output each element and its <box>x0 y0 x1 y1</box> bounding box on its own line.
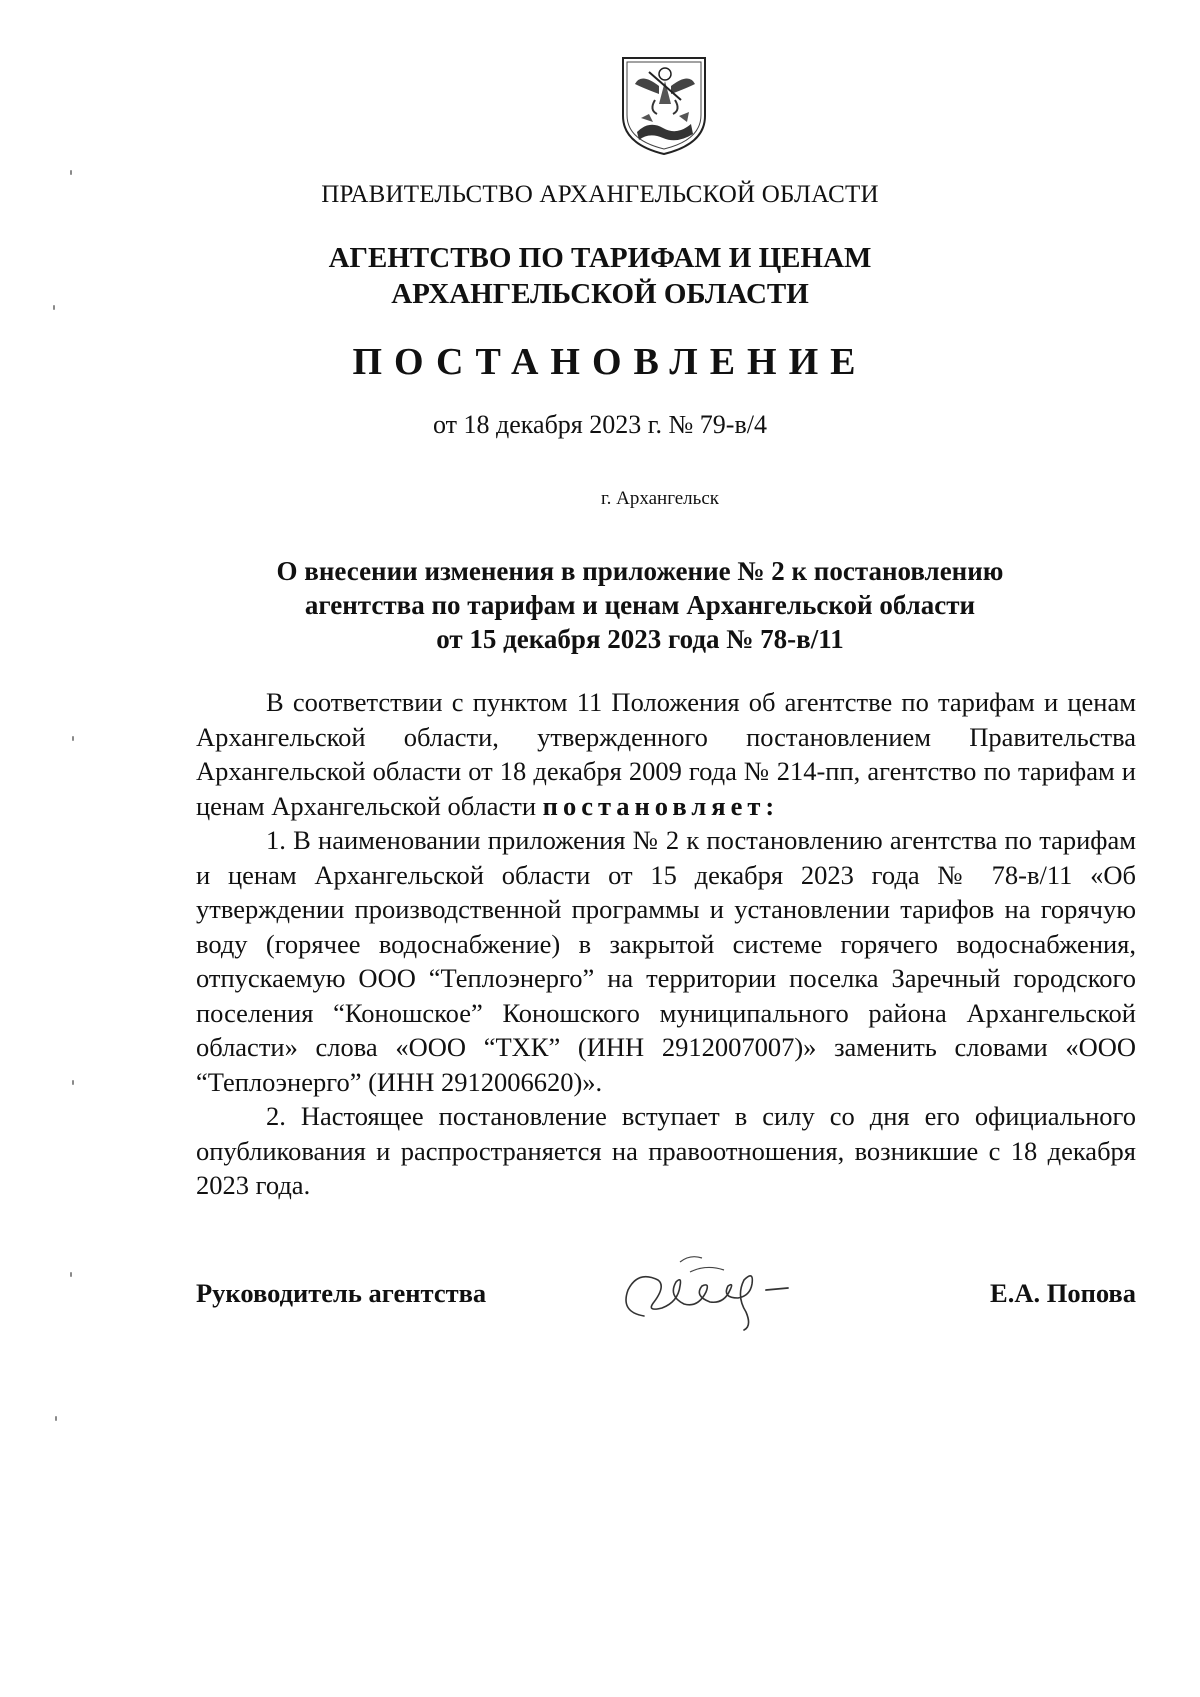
scan-speck <box>70 1272 72 1277</box>
signatory-title: Руководитель агентства <box>196 1278 487 1308</box>
scan-speck <box>55 1416 57 1421</box>
agency-name-line: АГЕНТСТВО ПО ТАРИФАМ И ЦЕНАМ <box>328 242 872 274</box>
document-city: г. Архангельск <box>600 488 719 509</box>
item-1-paragraph: 1. В наименовании приложения № 2 к постановлению агентства по тарифам и ценам Архангельской области от 15 декабря 2023 года № 78-в/11 «Об утверждении производственной программы и установлении тарифов на горячую воду (горячее водоснабжение) в закрытой системе горячего водоснабжения, отпускаемую ООО “Теплоэнерго” на территории поселка Заречный городского поселения “Коношское” Коношского муниципального района Архангельской области» слова «ООО “ТХК” (ИНН 2912007007)» заменить словами «ООО “Теплоэнерго” (ИНН 2912006620)». <box>196 825 1136 1097</box>
subject-line: от 15 декабря 2023 года № 78-в/11 <box>436 624 844 654</box>
preamble-paragraph <box>196 685 1136 823</box>
resolves-word: постановляет: <box>542 790 780 821</box>
item-2-paragraph: 2. Настоящее постановление вступает в силу со дня его официального опубликования и распространяется на правоотношения, возникшие с 18 декабря 2023 года. <box>196 1101 1136 1200</box>
subject-line: О внесении изменения в приложение № 2 к постановлению <box>276 556 1004 586</box>
document-body <box>196 685 1136 1203</box>
document-subject <box>0 554 1200 656</box>
scan-speck <box>70 170 72 175</box>
coat-of-arms-icon <box>619 54 709 158</box>
handwritten-signature-icon <box>606 1246 806 1334</box>
preamble-text: В соответствии с пунктом 11 Положения об агентстве по тарифам и ценам Архангельской области, утвержденного постановлением Правительства Архангельской области от 18 декабря 2009 года № 214-пп, агентство по тарифам и ценам Архангельской области <box>196 687 1136 821</box>
signature-block <box>196 1270 1136 1330</box>
scan-speck <box>72 736 74 741</box>
scan-speck <box>72 1080 74 1085</box>
agency-name-line: АРХАНГЕЛЬСКОЙ ОБЛАСТИ <box>391 278 809 310</box>
scan-speck <box>53 305 55 310</box>
signatory-name: Е.А. Попова <box>990 1278 1136 1308</box>
agency-name <box>0 240 1200 312</box>
government-name: ПРАВИТЕЛЬСТВО АРХАНГЕЛЬСКОЙ ОБЛАСТИ <box>321 181 879 208</box>
subject-line: агентства по тарифам и ценам Архангельской области <box>304 590 976 620</box>
document-date-number: от 18 декабря 2023 г. № 79-в/4 <box>433 410 767 439</box>
document-type-title: ПОСТАНОВЛЕНИЕ <box>352 341 868 383</box>
